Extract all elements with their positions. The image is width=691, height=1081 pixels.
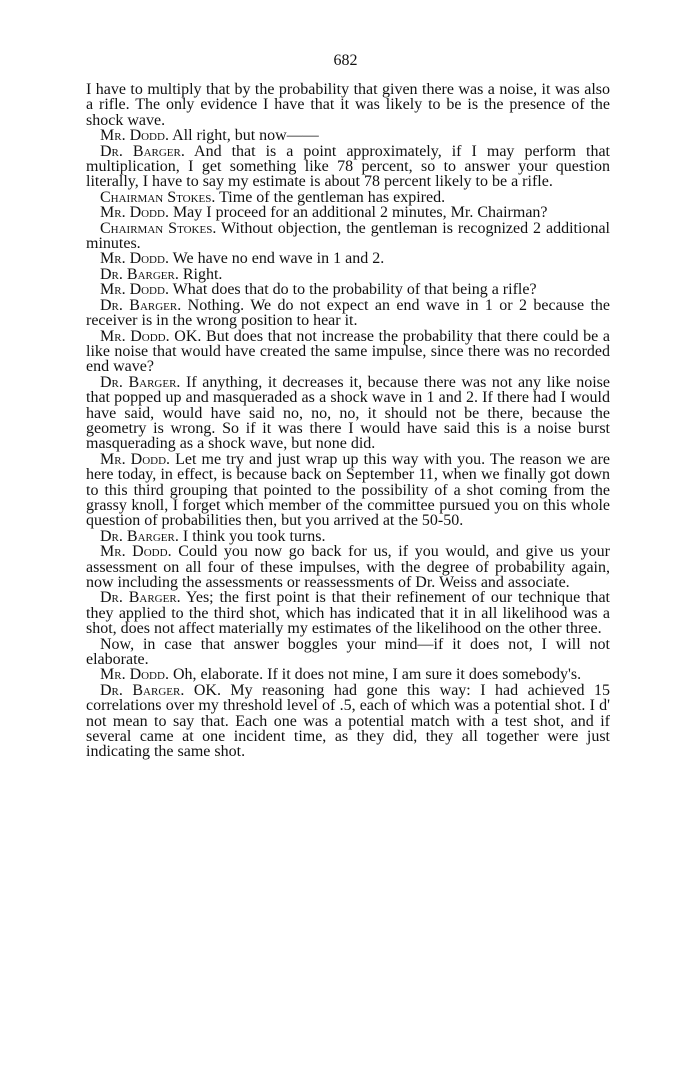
paragraph	[86, 683, 610, 760]
paragraph-text: All right, but now——	[168, 127, 319, 145]
paragraph-text: OK. My reasoning had gone this way: I had achieved 15 correlations over my threshold level of .5, each of which was a potential shot. I d' not mean to say that. Each one was a potential match with a test shot, and if several came at one incident time, as they did, they all together were just indicating the same shot.	[86, 681, 610, 761]
paragraph	[86, 667, 610, 682]
paragraph	[86, 452, 610, 529]
paragraph-text: Let me try and just wrap up this way with you. The reason we are here today, in effect, is because back on September 11, when we finally got down to this third grouping that pointed to the possibility of a shot coming from the grassy knoll, I forget which member of the committee pursued you on this whole question of probabilities then, but you arrived at the 50-50.	[86, 450, 611, 530]
speaker-label: Dr. Barger.	[100, 142, 185, 160]
speaker-label: Mr. Dodd.	[100, 327, 170, 345]
paragraph-text: I think you took turns.	[178, 527, 326, 545]
paragraph	[86, 282, 610, 297]
speaker-label: Dr. Barger.	[100, 681, 185, 699]
paragraph-text: May I proceed for an additional 2 minutes, Mr. Chairman?	[168, 204, 548, 222]
speaker-label: Mr. Dodd.	[100, 204, 169, 222]
paragraph	[86, 144, 610, 190]
paragraph-text: Without objection, the gentleman is recognized 2 additional minutes.	[86, 219, 610, 253]
paragraph-text: Right.	[178, 265, 223, 283]
paragraph-text: Yes; the first point is that their refinement of our technique that they applied to the third shot, which has indicated that it in all likelihood was a shot, does not affect materially my estimates of the likelihood on the other three.	[86, 589, 610, 638]
paragraph-text: Nothing. We do not expect an end wave in 1 or 2 because the receiver is in the wrong position to hear it.	[86, 296, 610, 330]
paragraph	[86, 82, 610, 128]
paragraph	[86, 267, 610, 282]
paragraph	[86, 221, 610, 252]
transcript-body	[86, 82, 610, 760]
speaker-label: Mr. Dodd.	[100, 543, 172, 561]
speaker-label: Chairman Stokes.	[100, 188, 216, 206]
speaker-label: Mr. Dodd.	[100, 666, 169, 684]
paragraph	[86, 544, 610, 590]
paragraph-text: Could you now go back for us, if you would, and give us your assessment on all four of these impulses, with the degree of probability again, now including the assessments or reassessments of Dr. Weiss and associate.	[86, 543, 611, 591]
paragraph-text: We have no end wave in 1 and 2.	[168, 250, 385, 268]
speaker-label: Dr. Barger.	[100, 527, 179, 545]
paragraph	[86, 128, 610, 143]
paragraph-text: I have to multiply that by the probability that given there was a noise, it was also a rifle. The only evidence I have that it was likely to be is the presence of the shock wave.	[86, 81, 610, 129]
paragraph	[86, 637, 610, 668]
paragraph	[86, 251, 610, 266]
speaker-label: Dr. Barger.	[100, 589, 181, 607]
paragraph-text: And that is a point approximately, if I may perform that multiplication, I get something like 78 percent, so to answer your question literally, I have to say my estimate is about 78 percent likely to be a rifle.	[86, 142, 610, 191]
paragraph	[86, 298, 610, 329]
paragraph-text: Now, in case that answer boggles your mind—if it does not, I will not elaborate.	[86, 635, 610, 669]
paragraph	[86, 375, 610, 452]
paragraph	[86, 590, 610, 636]
speaker-label: Mr. Dodd.	[100, 250, 169, 268]
paragraph	[86, 529, 610, 544]
paragraph-text: What does that do to the probability of that being a rifle?	[168, 281, 537, 299]
page-number: 682	[333, 52, 358, 69]
speaker-label: Dr. Barger.	[100, 265, 179, 283]
speaker-label: Mr. Dodd.	[100, 281, 169, 299]
paragraph	[86, 205, 610, 220]
paragraph	[86, 329, 610, 375]
speaker-label: Chairman Stokes.	[100, 219, 217, 237]
speaker-label: Mr. Dodd.	[100, 127, 169, 145]
paragraph-text: Oh, elaborate. If it does not mine, I am sure it does somebody's.	[168, 666, 582, 684]
paragraph-text: OK. But does that not increase the probability that there could be a like noise that would have created the same impulse, since there was no recorded end wave?	[86, 327, 611, 376]
paragraph-text: Time of the gentleman has expired.	[215, 188, 446, 206]
speaker-label: Mr. Dodd.	[100, 450, 171, 468]
speaker-label: Dr. Barger.	[100, 296, 182, 314]
paragraph-text: If anything, it decreases it, because there was not any like noise that popped up and masqueraded as a shock wave in 1 and 2. If there had I would have said, would have said no, no, no, it should not be there, because the geometry is wrong. So if it was there I would have said this is a noise burst masquerading as a shock wave, but none did.	[86, 373, 610, 453]
paragraph	[86, 190, 610, 205]
speaker-label: Dr. Barger.	[100, 373, 181, 391]
